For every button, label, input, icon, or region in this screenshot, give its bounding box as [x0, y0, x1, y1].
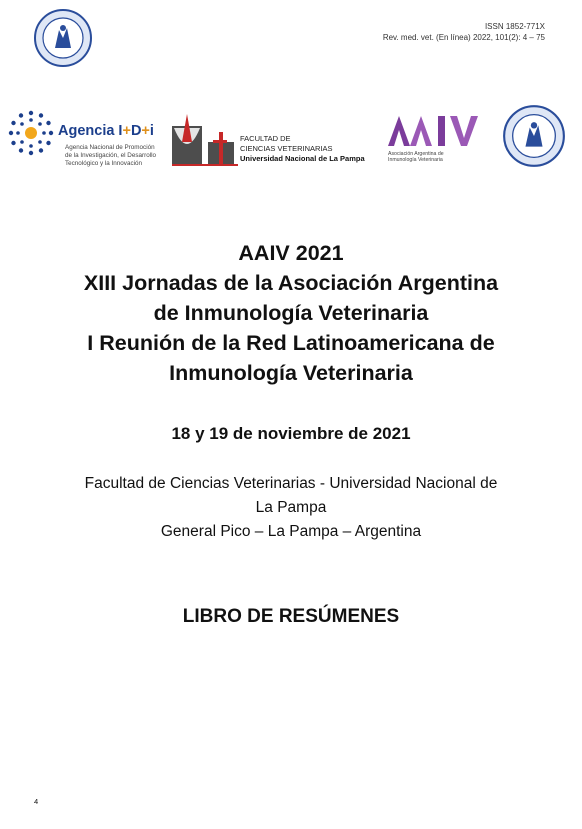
journal-citation: Rev. med. vet. (En línea) 2022, 101(2): 4 – 75	[382, 33, 545, 42]
title-line-3: de Inmunología Veterinaria	[153, 301, 429, 325]
aaiv-logo	[386, 114, 490, 170]
conference-title	[0, 238, 582, 388]
book-title: LIBRO DE RESÚMENES	[182, 606, 400, 627]
aaiv-mark	[386, 114, 486, 148]
agencia-burst-icon	[8, 110, 54, 156]
venue-line-2: La Pampa	[255, 499, 327, 516]
aaiv-subtitle-2: Inmunología Veterinaria	[388, 157, 443, 163]
aaiv-subtitle-1: Asociación Argentina de	[388, 151, 444, 157]
facultad-emblem-icon	[172, 112, 238, 168]
journal-seal-right	[502, 104, 566, 168]
conference-dates: 18 y 19 de noviembre de 2021	[171, 424, 411, 443]
agencia-logo	[8, 110, 168, 170]
facultad-line-2: CIENCIAS VETERINARIAS	[240, 144, 333, 153]
journal-seal-top	[33, 8, 93, 68]
facultad-logo	[172, 112, 382, 172]
venue-line-3: General Pico – La Pampa – Argentina	[160, 523, 422, 540]
venue-line-1: Facultad de Ciencias Veterinarias - Universidad Nacional de	[84, 475, 498, 492]
title-line-2: XIII Jornadas de la Asociación Argentina	[83, 271, 499, 295]
issn-label: ISSN 1852-771X	[484, 22, 545, 31]
facultad-line-3: Universidad Nacional de La Pampa	[240, 154, 365, 163]
conference-venue	[0, 472, 582, 544]
agencia-name: Agencia I+D+i	[58, 123, 154, 139]
title-line-4: I Reunión de la Red Latinoamericana de	[87, 331, 495, 355]
page-number: 4	[34, 797, 39, 806]
agencia-description: Agencia Nacional de Promoción de la Investigación, el Desarrollo Tecnológico y la Innovación	[65, 144, 157, 167]
title-line-1: AAIV 2021	[238, 241, 344, 265]
facultad-line-1: FACULTAD DE	[240, 134, 291, 143]
title-line-5: Inmunología Veterinaria	[169, 361, 413, 385]
